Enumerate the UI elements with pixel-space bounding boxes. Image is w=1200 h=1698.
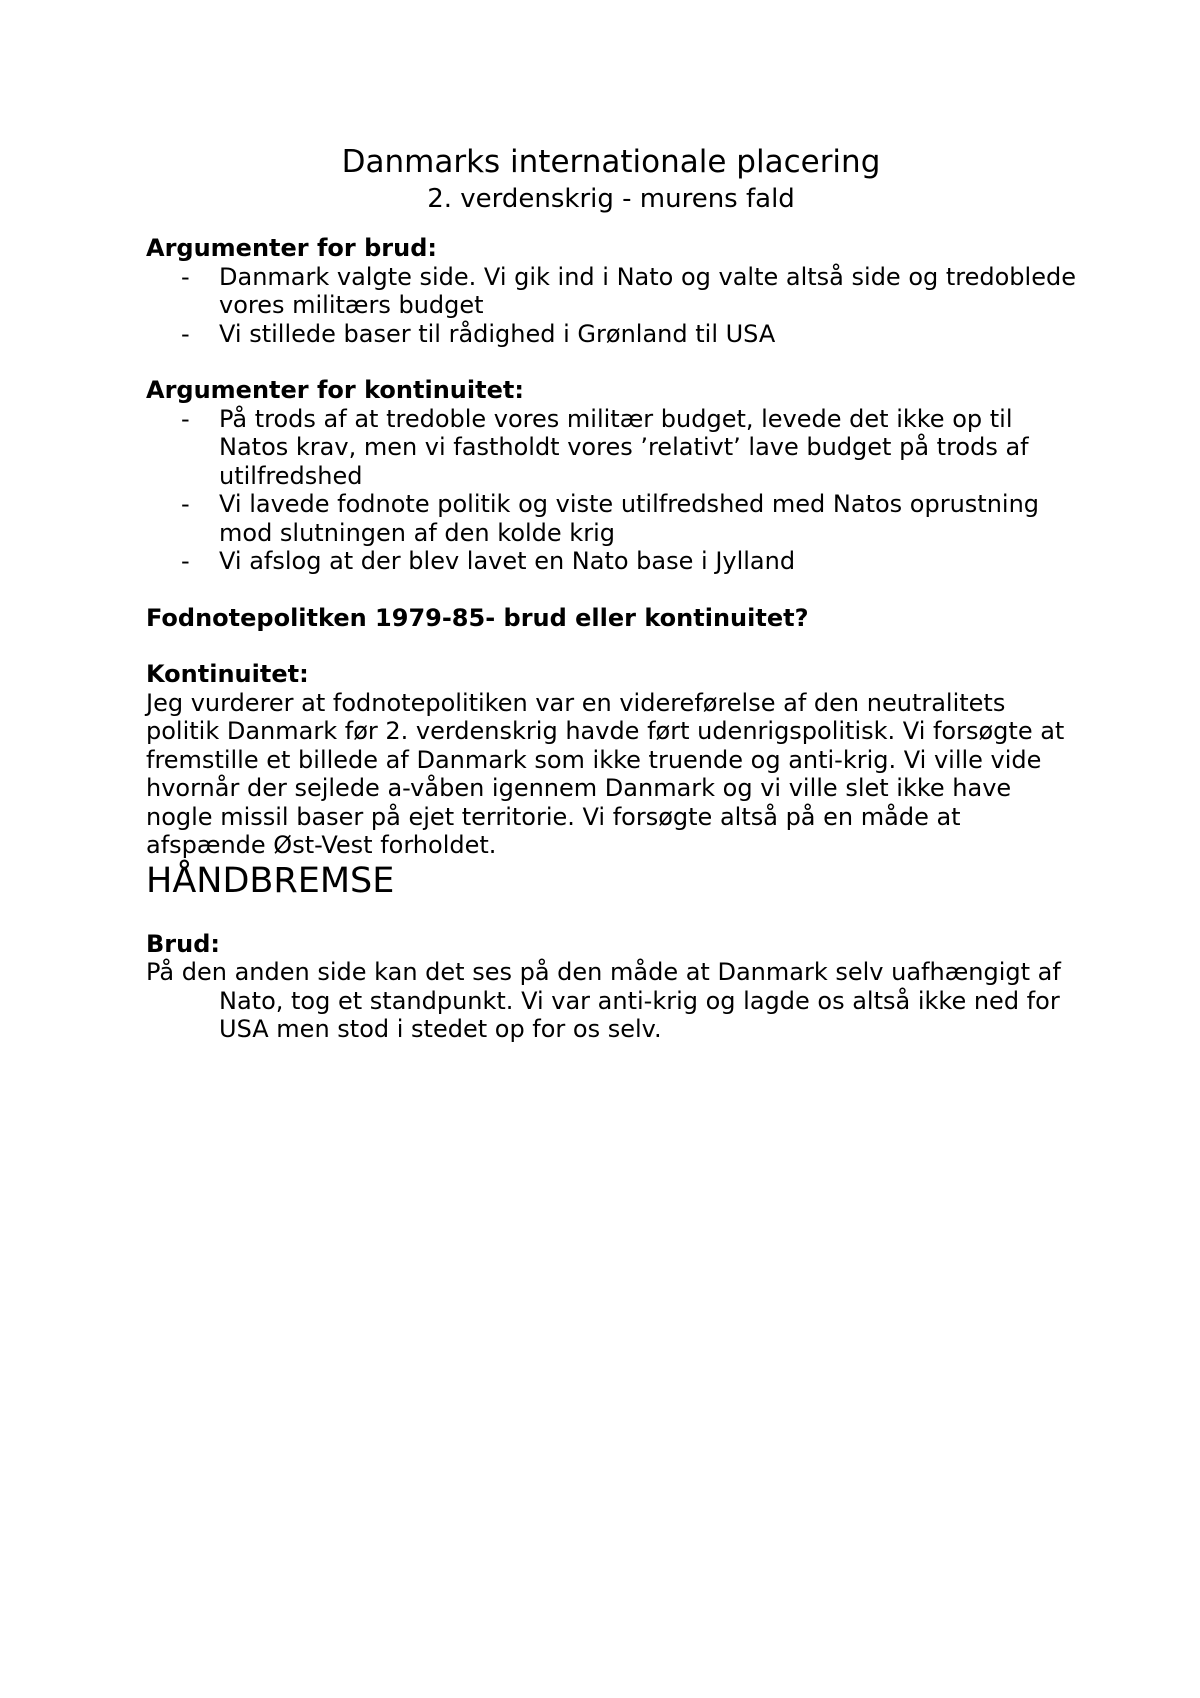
section-heading-brud: Brud: <box>146 929 220 958</box>
list-item <box>146 320 1076 349</box>
document-title: Danmarks internationale placering <box>341 144 881 180</box>
bullet-list-kontinuitet-args <box>146 405 1076 576</box>
spacer <box>146 348 1076 376</box>
bullet-list-brud-args <box>146 263 1076 349</box>
document-subtitle: 2. verdenskrig - murens fald <box>427 184 795 214</box>
dash-marker: - <box>181 547 190 575</box>
list-item-text: Vi afslog at der blev lavet en Nato base i Jylland <box>219 547 796 575</box>
list-item <box>146 547 1076 576</box>
dash-marker: - <box>181 490 190 518</box>
document-content <box>146 142 1076 1044</box>
list-item-text: Vi stillede baser til rådighed i Grønland til USA <box>219 319 776 348</box>
emphasis-text: HÅNDBREMSE <box>146 860 395 901</box>
spacer <box>146 632 1076 660</box>
list-item <box>146 405 1076 491</box>
list-item <box>146 263 1076 320</box>
dash-marker: - <box>181 262 190 291</box>
spacer <box>146 902 1076 930</box>
section-heading-kontinuitet-args: Argumenter for kontinuitet: <box>146 376 524 404</box>
section-heading-question: Fodnotepolitken 1979-85- brud eller kontinuitet? <box>146 603 809 632</box>
spacer <box>146 576 1076 604</box>
list-item-text: Vi lavede fodnote politik og viste utilfredshed med Natos oprustning mod slutningen af den kolde krig <box>219 490 1040 547</box>
dash-marker: - <box>181 319 190 348</box>
list-item-text: Danmark valgte side. Vi gik ind i Nato og valte altså side og tredoblede vores militærs budget <box>219 262 1076 319</box>
list-item <box>146 490 1076 547</box>
list-item-text: På trods af at tredoble vores militær budget, levede det ikke op til Natos krav, men vi fastholdt vores ’relativt’ lave budget på trods af utilfredshed <box>219 404 1029 490</box>
section-heading-brud-args: Argumenter for brud: <box>146 234 437 262</box>
brud-paragraph: På den anden side kan det ses på den måde at Danmark selv uafhængigt af Nato, tog et standpunkt. Vi var anti-krig og lagde os altså ikke ned for USA men stod i stedet op for os selv. <box>146 958 1061 1043</box>
kontinuitet-paragraph: Jeg vurderer at fodnotepolitiken var en videreførelse af den neutralitets politik Danmark før 2. verdenskrig havde ført udenrigspolitisk. Vi forsøgte at fremstille et billede af Danmark som ikke truende og anti-krig. Vi ville vide hvornår der sejlede a-våben igennem Danmark og vi ville slet ikke have nogle missil baser på ejet territorie. Vi forsøgte altså på en måde at afspænde Øst-Vest forholdet. <box>146 688 1065 859</box>
section-heading-kontinuitet: Kontinuitet: <box>146 660 309 688</box>
dash-marker: - <box>181 404 190 433</box>
